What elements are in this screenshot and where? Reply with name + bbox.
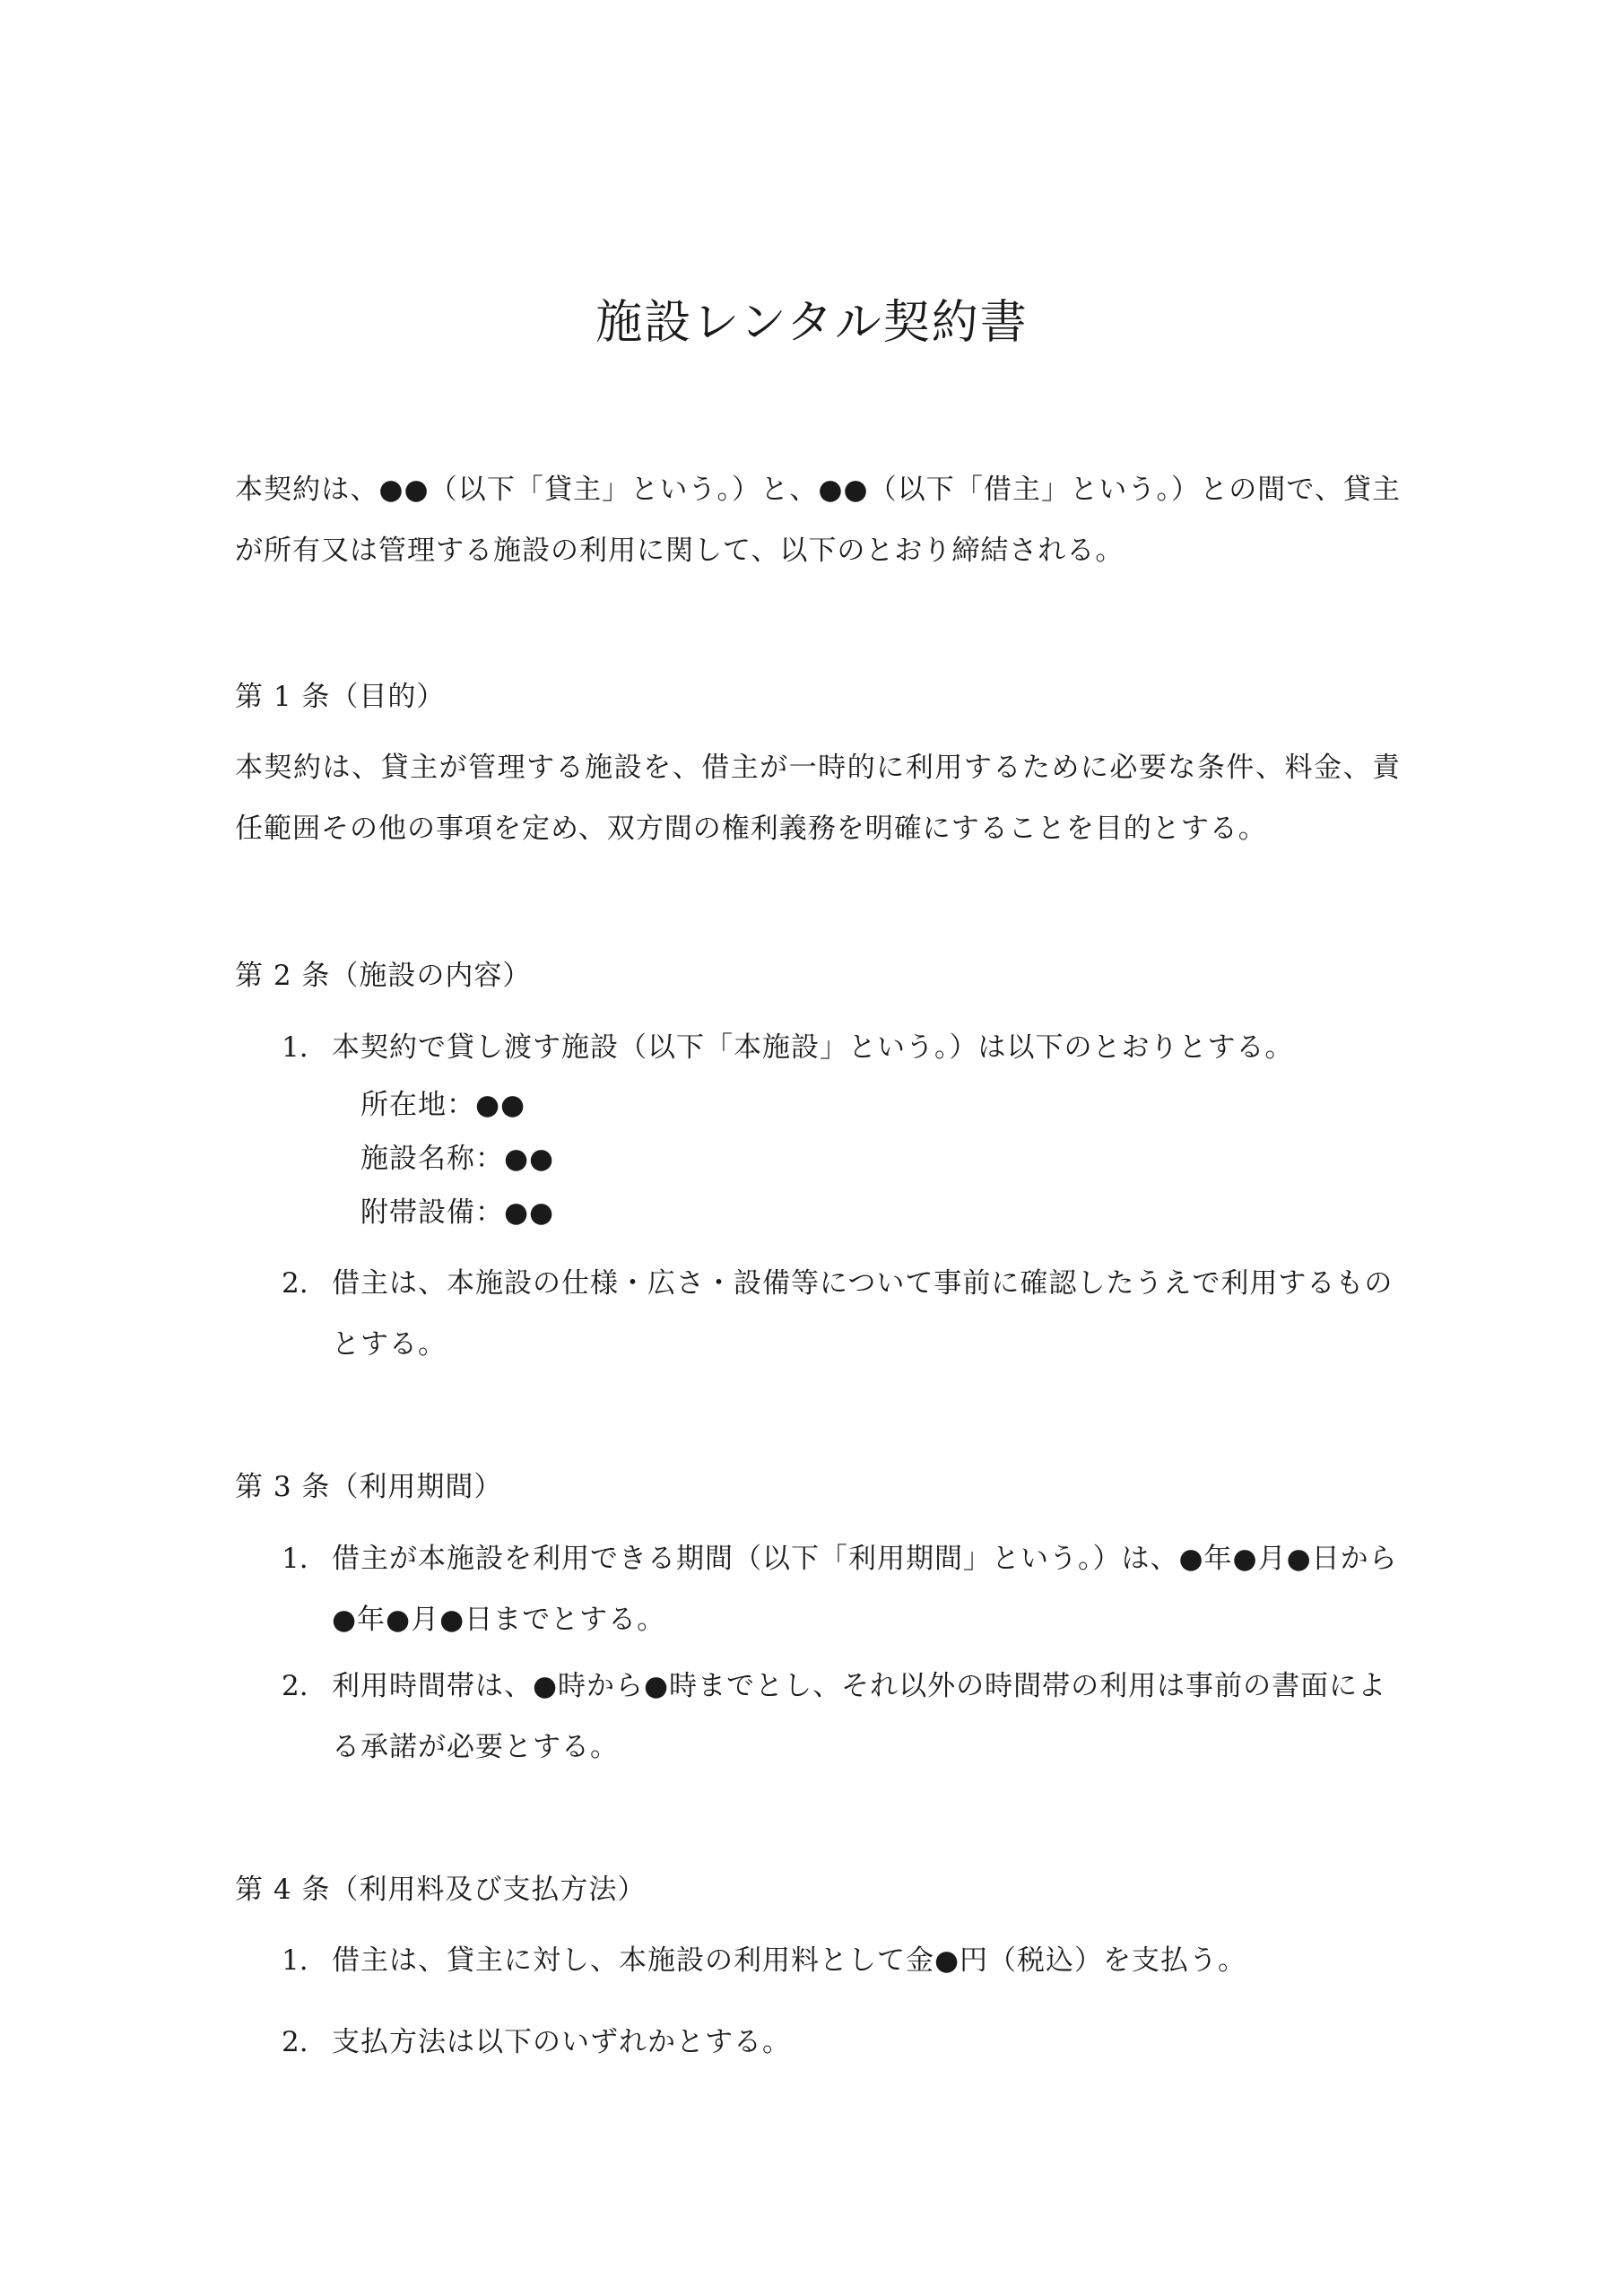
item-text: 借主は、貸主に対し、本施設の利用料として金●円（税込）を支払う。 <box>332 1944 1247 1977</box>
article-4-heading: 第 4 条（利用料及び支払方法） <box>235 1874 647 1906</box>
facility-equipment: 附帯設備：●● <box>360 1196 555 1229</box>
facility-location: 所在地：●● <box>360 1089 526 1121</box>
item-number: 1. <box>282 1031 308 1064</box>
article-3-item-1 <box>282 1528 1403 1650</box>
article-2-item-2 <box>282 1253 1403 1375</box>
item-number: 1. <box>282 1944 308 1977</box>
item-text: 本契約で貸し渡す施設（以下「本施設」という。）は以下のとおりとする。 <box>332 1031 1294 1064</box>
item-number: 2. <box>282 2026 308 2058</box>
article-4-item-2 <box>282 2012 1403 2073</box>
item-text: 利用時間帯は、●時から●時までとし、それ以外の時間帯の利用は事前の書面による承諾が必要とする。 <box>332 1670 1387 1763</box>
article-1-text: 本契約は、貸主が管理する施設を、借主が一時的に利用するために必要な条件、料金、責任範囲その他の事項を定め、双方間の権利義務を明確にすることを目的とする。 <box>235 752 1401 845</box>
article-2-heading: 第 2 条（施設の内容） <box>235 960 532 992</box>
preamble: 本契約は、●●（以下「貸主」という。）と、●●（以下「借主」という。）との間で、貸主が所有又は管理する施設の利用に関して、以下のとおり締結される。 <box>235 474 1401 567</box>
article-3-heading: 第 3 条（利用期間） <box>235 1471 503 1503</box>
article-1-heading: 第 1 条（目的） <box>235 681 446 713</box>
article-3-item-2 <box>282 1656 1403 1778</box>
article-2-item-1 <box>282 1017 1403 1078</box>
item-number: 1. <box>282 1543 308 1575</box>
article-4-item-1 <box>282 1930 1403 1991</box>
document-title: 施設レンタル契約書 <box>595 296 1029 350</box>
facility-name: 施設名称：●● <box>360 1143 555 1175</box>
item-text: 借主が本施設を利用できる期間（以下「利用期間」という。）は、●年●月●日から●年●月●日までとする。 <box>332 1543 1398 1636</box>
item-number: 2. <box>282 1267 308 1300</box>
item-number: 2. <box>282 1670 308 1702</box>
item-text: 支払方法は以下のいずれかとする。 <box>332 2026 791 2058</box>
item-text: 借主は、本施設の仕様・広さ・設備等について事前に確認したうえで利用するものとする。 <box>332 1267 1394 1361</box>
